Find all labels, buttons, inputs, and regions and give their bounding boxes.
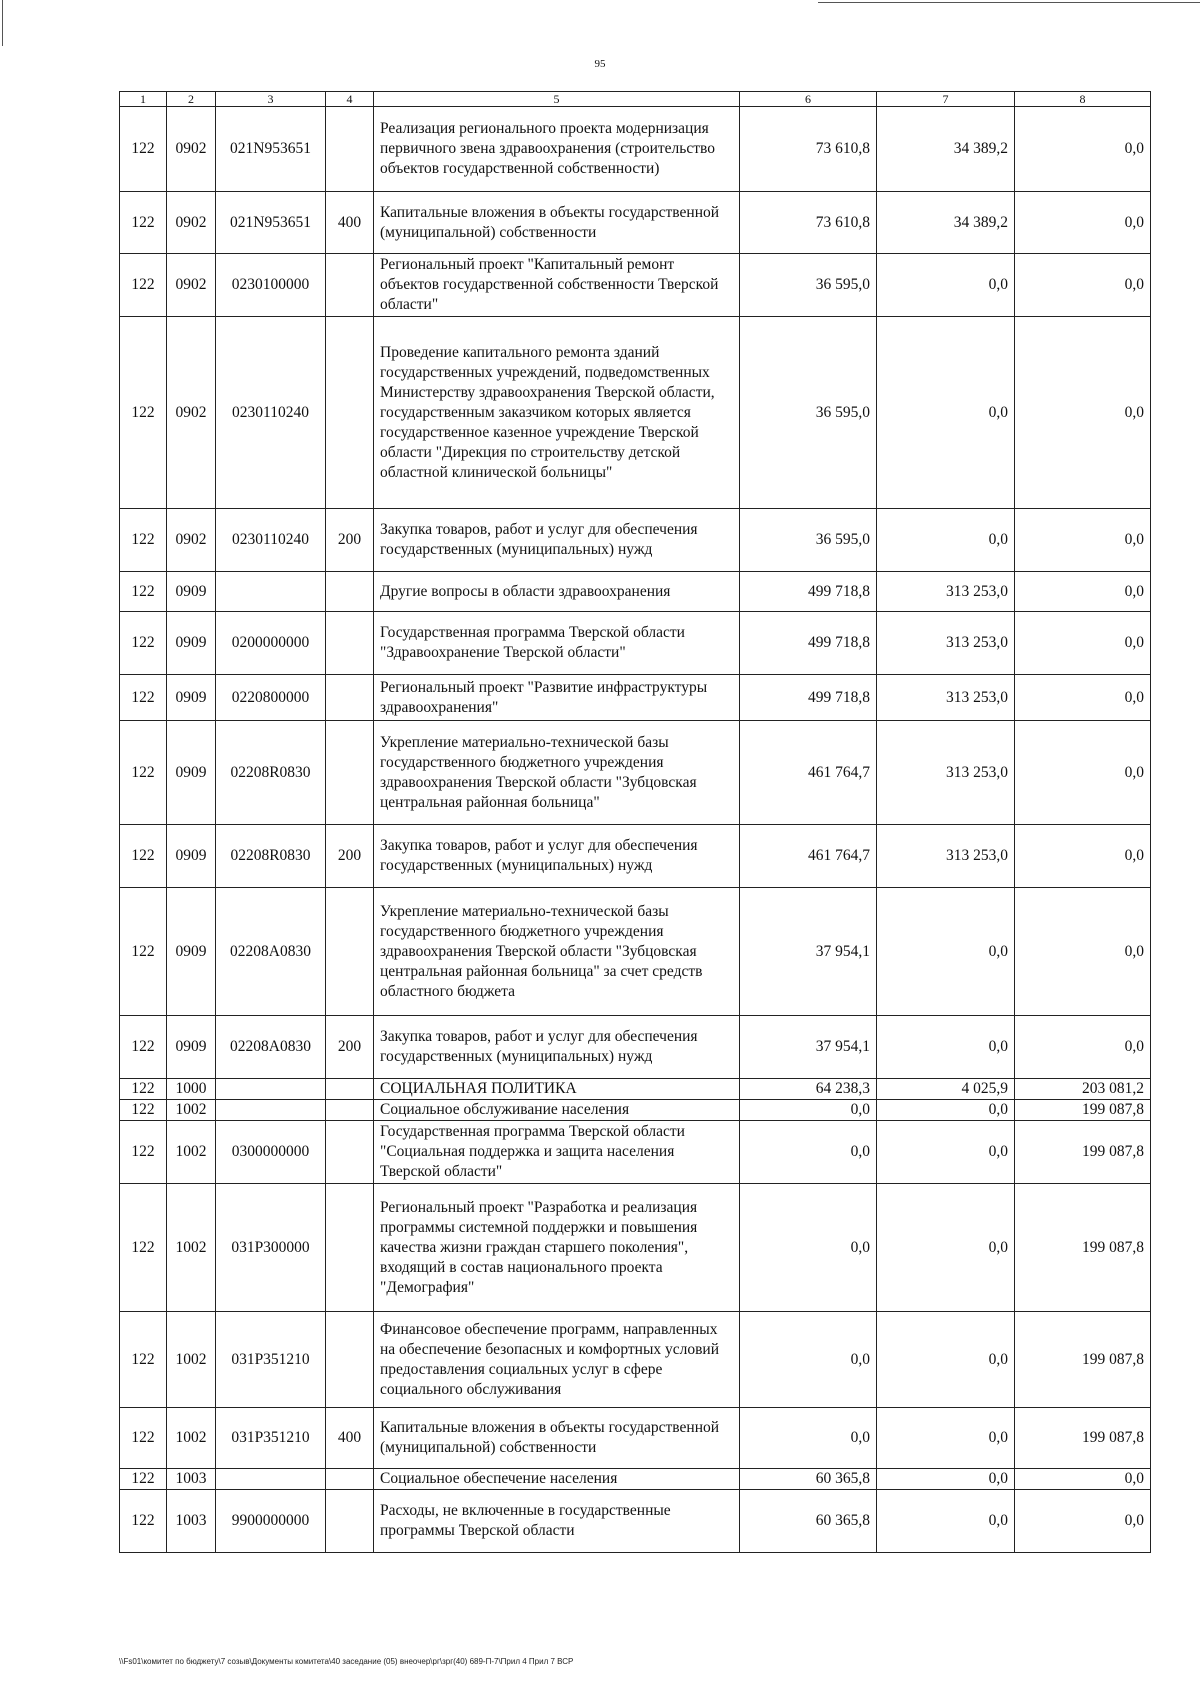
amount-col6-cell: 37 954,1 <box>740 888 877 1016</box>
description-cell: Другие вопросы в области здравоохранения <box>374 572 740 612</box>
amount-col7-cell: 0,0 <box>877 888 1015 1016</box>
agency-code-cell: 122 <box>120 1469 167 1490</box>
amount-col8-cell: 0,0 <box>1015 1490 1151 1553</box>
expense-type-cell <box>326 612 374 675</box>
expense-type-cell <box>326 107 374 192</box>
section-code-cell: 1003 <box>167 1469 216 1490</box>
expense-type-cell <box>326 1100 374 1121</box>
description-cell: Реализация регионального проекта модернизация первичного звена здравоохранения (строительство объектов государственной собственности) <box>374 107 740 192</box>
target-article-cell: 031P300000 <box>216 1184 326 1312</box>
section-code-cell: 1003 <box>167 1490 216 1553</box>
amount-col7-cell: 313 253,0 <box>877 612 1015 675</box>
table-row <box>120 825 1151 888</box>
expense-type-cell: 200 <box>326 1016 374 1079</box>
description-cell: Региональный проект "Развитие инфраструктуры здравоохранения" <box>374 675 740 721</box>
expense-type-cell <box>326 675 374 721</box>
target-article-cell: 0200000000 <box>216 612 326 675</box>
agency-code-cell: 122 <box>120 612 167 675</box>
description-cell: Проведение капитального ремонта зданий государственных учреждений, подведомственных Министерству здравоохранения Тверской области, государственным заказчиком которых является государственное казенное учреждение Тверской области "Дирекция по строительству детской областной клинической больницы" <box>374 317 740 509</box>
column-number: 6 <box>740 92 877 107</box>
amount-col6-cell: 0,0 <box>740 1100 877 1121</box>
table-row <box>120 888 1151 1016</box>
expense-type-cell: 400 <box>326 192 374 254</box>
amount-col6-cell: 499 718,8 <box>740 675 877 721</box>
description-cell: Региональный проект "Разработка и реализация программы системной поддержки и повышения качества жизни граждан старшего поколения", входящий в состав национального проекта "Демография" <box>374 1184 740 1312</box>
description-cell: Укрепление материально-технической базы государственного бюджетного учреждения здравоохранения Тверской области "Зубцовская центральная районная больница" <box>374 721 740 825</box>
amount-col7-cell: 0,0 <box>877 1490 1015 1553</box>
agency-code-cell: 122 <box>120 1079 167 1100</box>
amount-col8-cell: 0,0 <box>1015 107 1151 192</box>
table-row <box>120 254 1151 317</box>
description-cell: Региональный проект "Капитальный ремонт объектов государственной собственности Тверской области" <box>374 254 740 317</box>
expense-type-cell <box>326 721 374 825</box>
amount-col8-cell: 199 087,8 <box>1015 1184 1151 1312</box>
expense-type-cell <box>326 1312 374 1408</box>
amount-col7-cell: 313 253,0 <box>877 721 1015 825</box>
agency-code-cell: 122 <box>120 888 167 1016</box>
section-code-cell: 0909 <box>167 721 216 825</box>
description-cell: Капитальные вложения в объекты государственной (муниципальной) собственности <box>374 1408 740 1469</box>
description-cell: Закупка товаров, работ и услуг для обеспечения государственных (муниципальных) нужд <box>374 825 740 888</box>
amount-col7-cell: 0,0 <box>877 1184 1015 1312</box>
amount-col7-cell: 0,0 <box>877 1121 1015 1184</box>
description-cell: Финансовое обеспечение программ, направленных на обеспечение безопасных и комфортных условий предоставления социальных услуг в сфере социального обслуживания <box>374 1312 740 1408</box>
amount-col8-cell: 0,0 <box>1015 825 1151 888</box>
amount-col7-cell: 0,0 <box>877 254 1015 317</box>
agency-code-cell: 122 <box>120 675 167 721</box>
target-article-cell: 02208A0830 <box>216 888 326 1016</box>
description-cell: Капитальные вложения в объекты государственной (муниципальной) собственности <box>374 192 740 254</box>
amount-col7-cell: 313 253,0 <box>877 825 1015 888</box>
agency-code-cell: 122 <box>120 1016 167 1079</box>
amount-col8-cell: 199 087,8 <box>1015 1312 1151 1408</box>
section-code-cell: 0902 <box>167 317 216 509</box>
section-code-cell: 1002 <box>167 1100 216 1121</box>
target-article-cell: 021N953651 <box>216 192 326 254</box>
amount-col6-cell: 73 610,8 <box>740 192 877 254</box>
amount-col7-cell: 0,0 <box>877 1312 1015 1408</box>
section-code-cell: 0909 <box>167 612 216 675</box>
amount-col8-cell: 0,0 <box>1015 721 1151 825</box>
target-article-cell: 031P351210 <box>216 1312 326 1408</box>
target-article-cell: 0220800000 <box>216 675 326 721</box>
amount-col7-cell: 0,0 <box>877 1100 1015 1121</box>
amount-col6-cell: 36 595,0 <box>740 509 877 572</box>
table-row <box>120 1469 1151 1490</box>
column-number: 3 <box>216 92 326 107</box>
expense-type-cell <box>326 888 374 1016</box>
amount-col6-cell: 0,0 <box>740 1121 877 1184</box>
amount-col7-cell: 0,0 <box>877 1408 1015 1469</box>
description-cell: СОЦИАЛЬНАЯ ПОЛИТИКА <box>374 1079 740 1100</box>
description-cell: Социальное обслуживание населения <box>374 1100 740 1121</box>
column-number: 7 <box>877 92 1015 107</box>
agency-code-cell: 122 <box>120 192 167 254</box>
scan-edge-left <box>2 0 3 46</box>
amount-col8-cell: 0,0 <box>1015 1016 1151 1079</box>
amount-col7-cell: 313 253,0 <box>877 675 1015 721</box>
section-code-cell: 0909 <box>167 825 216 888</box>
amount-col8-cell: 0,0 <box>1015 509 1151 572</box>
section-code-cell: 1002 <box>167 1312 216 1408</box>
expense-type-cell <box>326 1490 374 1553</box>
target-article-cell <box>216 1100 326 1121</box>
agency-code-cell: 122 <box>120 825 167 888</box>
amount-col8-cell: 0,0 <box>1015 675 1151 721</box>
expense-type-cell <box>326 254 374 317</box>
target-article-cell: 02208R0830 <box>216 825 326 888</box>
amount-col8-cell: 199 087,8 <box>1015 1100 1151 1121</box>
amount-col8-cell: 0,0 <box>1015 192 1151 254</box>
column-number: 1 <box>120 92 167 107</box>
table-row <box>120 572 1151 612</box>
table-row <box>120 675 1151 721</box>
agency-code-cell: 122 <box>120 1490 167 1553</box>
agency-code-cell: 122 <box>120 1312 167 1408</box>
target-article-cell: 021N953651 <box>216 107 326 192</box>
agency-code-cell: 122 <box>120 1100 167 1121</box>
table-row <box>120 1016 1151 1079</box>
agency-code-cell: 122 <box>120 317 167 509</box>
column-number: 4 <box>326 92 374 107</box>
table-row <box>120 509 1151 572</box>
file-path-footer: \\Fs01\комитет по бюджету\7 созыв\Документы комитета\40 заседание (05) внеочер\рг\зрг(40) 689-П-7\Прил 4 Прил 7 ВСР <box>119 1657 574 1666</box>
target-article-cell: 02208A0830 <box>216 1016 326 1079</box>
section-code-cell: 0902 <box>167 254 216 317</box>
table-row <box>120 1100 1151 1121</box>
agency-code-cell: 122 <box>120 572 167 612</box>
scan-edge-top <box>818 2 1200 3</box>
target-article-cell: 0230110240 <box>216 509 326 572</box>
amount-col6-cell: 0,0 <box>740 1312 877 1408</box>
amount-col8-cell: 0,0 <box>1015 612 1151 675</box>
section-code-cell: 0902 <box>167 107 216 192</box>
amount-col6-cell: 36 595,0 <box>740 317 877 509</box>
description-cell: Закупка товаров, работ и услуг для обеспечения государственных (муниципальных) нужд <box>374 1016 740 1079</box>
amount-col6-cell: 499 718,8 <box>740 612 877 675</box>
agency-code-cell: 122 <box>120 1121 167 1184</box>
expense-type-cell: 400 <box>326 1408 374 1469</box>
amount-col8-cell: 0,0 <box>1015 888 1151 1016</box>
amount-col6-cell: 73 610,8 <box>740 107 877 192</box>
amount-col7-cell: 0,0 <box>877 1469 1015 1490</box>
section-code-cell: 0902 <box>167 192 216 254</box>
table-row <box>120 1121 1151 1184</box>
amount-col8-cell: 0,0 <box>1015 572 1151 612</box>
amount-col6-cell: 0,0 <box>740 1184 877 1312</box>
amount-col6-cell: 37 954,1 <box>740 1016 877 1079</box>
target-article-cell: 02208R0830 <box>216 721 326 825</box>
section-code-cell: 1002 <box>167 1184 216 1312</box>
amount-col7-cell: 34 389,2 <box>877 192 1015 254</box>
table-row <box>120 107 1151 192</box>
expense-type-cell <box>326 1184 374 1312</box>
amount-col8-cell: 0,0 <box>1015 1469 1151 1490</box>
description-cell: Укрепление материально-технической базы государственного бюджетного учреждения здравоохранения Тверской области "Зубцовская центральная районная больница" за счет средств областного бюджета <box>374 888 740 1016</box>
amount-col6-cell: 499 718,8 <box>740 572 877 612</box>
amount-col8-cell: 0,0 <box>1015 317 1151 509</box>
column-number: 8 <box>1015 92 1151 107</box>
description-cell: Расходы, не включенные в государственные программы Тверской области <box>374 1490 740 1553</box>
amount-col8-cell: 0,0 <box>1015 254 1151 317</box>
amount-col7-cell: 0,0 <box>877 317 1015 509</box>
section-code-cell: 0909 <box>167 888 216 1016</box>
amount-col7-cell: 0,0 <box>877 1016 1015 1079</box>
amount-col6-cell: 461 764,7 <box>740 721 877 825</box>
amount-col6-cell: 64 238,3 <box>740 1079 877 1100</box>
amount-col8-cell: 199 087,8 <box>1015 1121 1151 1184</box>
table-row <box>120 612 1151 675</box>
budget-table <box>119 91 1151 1553</box>
amount-col6-cell: 60 365,8 <box>740 1490 877 1553</box>
target-article-cell <box>216 572 326 612</box>
expense-type-cell <box>326 572 374 612</box>
target-article-cell <box>216 1469 326 1490</box>
agency-code-cell: 122 <box>120 1408 167 1469</box>
agency-code-cell: 122 <box>120 721 167 825</box>
expense-type-cell: 200 <box>326 509 374 572</box>
description-cell: Социальное обеспечение населения <box>374 1469 740 1490</box>
target-article-cell: 0230100000 <box>216 254 326 317</box>
section-code-cell: 1002 <box>167 1121 216 1184</box>
table-row <box>120 1408 1151 1469</box>
amount-col7-cell: 313 253,0 <box>877 572 1015 612</box>
table-row <box>120 317 1151 509</box>
target-article-cell: 0230110240 <box>216 317 326 509</box>
column-number: 5 <box>374 92 740 107</box>
amount-col6-cell: 0,0 <box>740 1408 877 1469</box>
section-code-cell: 0909 <box>167 572 216 612</box>
amount-col6-cell: 461 764,7 <box>740 825 877 888</box>
target-article-cell: 0300000000 <box>216 1121 326 1184</box>
expense-type-cell <box>326 317 374 509</box>
table-row <box>120 1312 1151 1408</box>
amount-col6-cell: 36 595,0 <box>740 254 877 317</box>
amount-col8-cell: 203 081,2 <box>1015 1079 1151 1100</box>
section-code-cell: 0909 <box>167 1016 216 1079</box>
target-article-cell: 9900000000 <box>216 1490 326 1553</box>
expense-type-cell <box>326 1469 374 1490</box>
column-number: 2 <box>167 92 216 107</box>
table-row <box>120 1490 1151 1553</box>
expense-type-cell <box>326 1079 374 1100</box>
description-cell: Государственная программа Тверской области "Социальная поддержка и защита населения Тверской области" <box>374 1121 740 1184</box>
agency-code-cell: 122 <box>120 107 167 192</box>
amount-col7-cell: 0,0 <box>877 509 1015 572</box>
amount-col8-cell: 199 087,8 <box>1015 1408 1151 1469</box>
table-row <box>120 1184 1151 1312</box>
amount-col7-cell: 34 389,2 <box>877 107 1015 192</box>
section-code-cell: 1002 <box>167 1408 216 1469</box>
amount-col6-cell: 60 365,8 <box>740 1469 877 1490</box>
table-row <box>120 721 1151 825</box>
description-cell: Государственная программа Тверской области "Здравоохранение Тверской области" <box>374 612 740 675</box>
column-number-row <box>120 92 1151 107</box>
page-number: 95 <box>594 58 606 70</box>
expense-type-cell: 200 <box>326 825 374 888</box>
target-article-cell <box>216 1079 326 1100</box>
target-article-cell: 031P351210 <box>216 1408 326 1469</box>
amount-col7-cell: 4 025,9 <box>877 1079 1015 1100</box>
agency-code-cell: 122 <box>120 1184 167 1312</box>
agency-code-cell: 122 <box>120 509 167 572</box>
section-code-cell: 1000 <box>167 1079 216 1100</box>
table-row <box>120 1079 1151 1100</box>
section-code-cell: 0909 <box>167 675 216 721</box>
expense-type-cell <box>326 1121 374 1184</box>
description-cell: Закупка товаров, работ и услуг для обеспечения государственных (муниципальных) нужд <box>374 509 740 572</box>
section-code-cell: 0902 <box>167 509 216 572</box>
table-row <box>120 192 1151 254</box>
agency-code-cell: 122 <box>120 254 167 317</box>
